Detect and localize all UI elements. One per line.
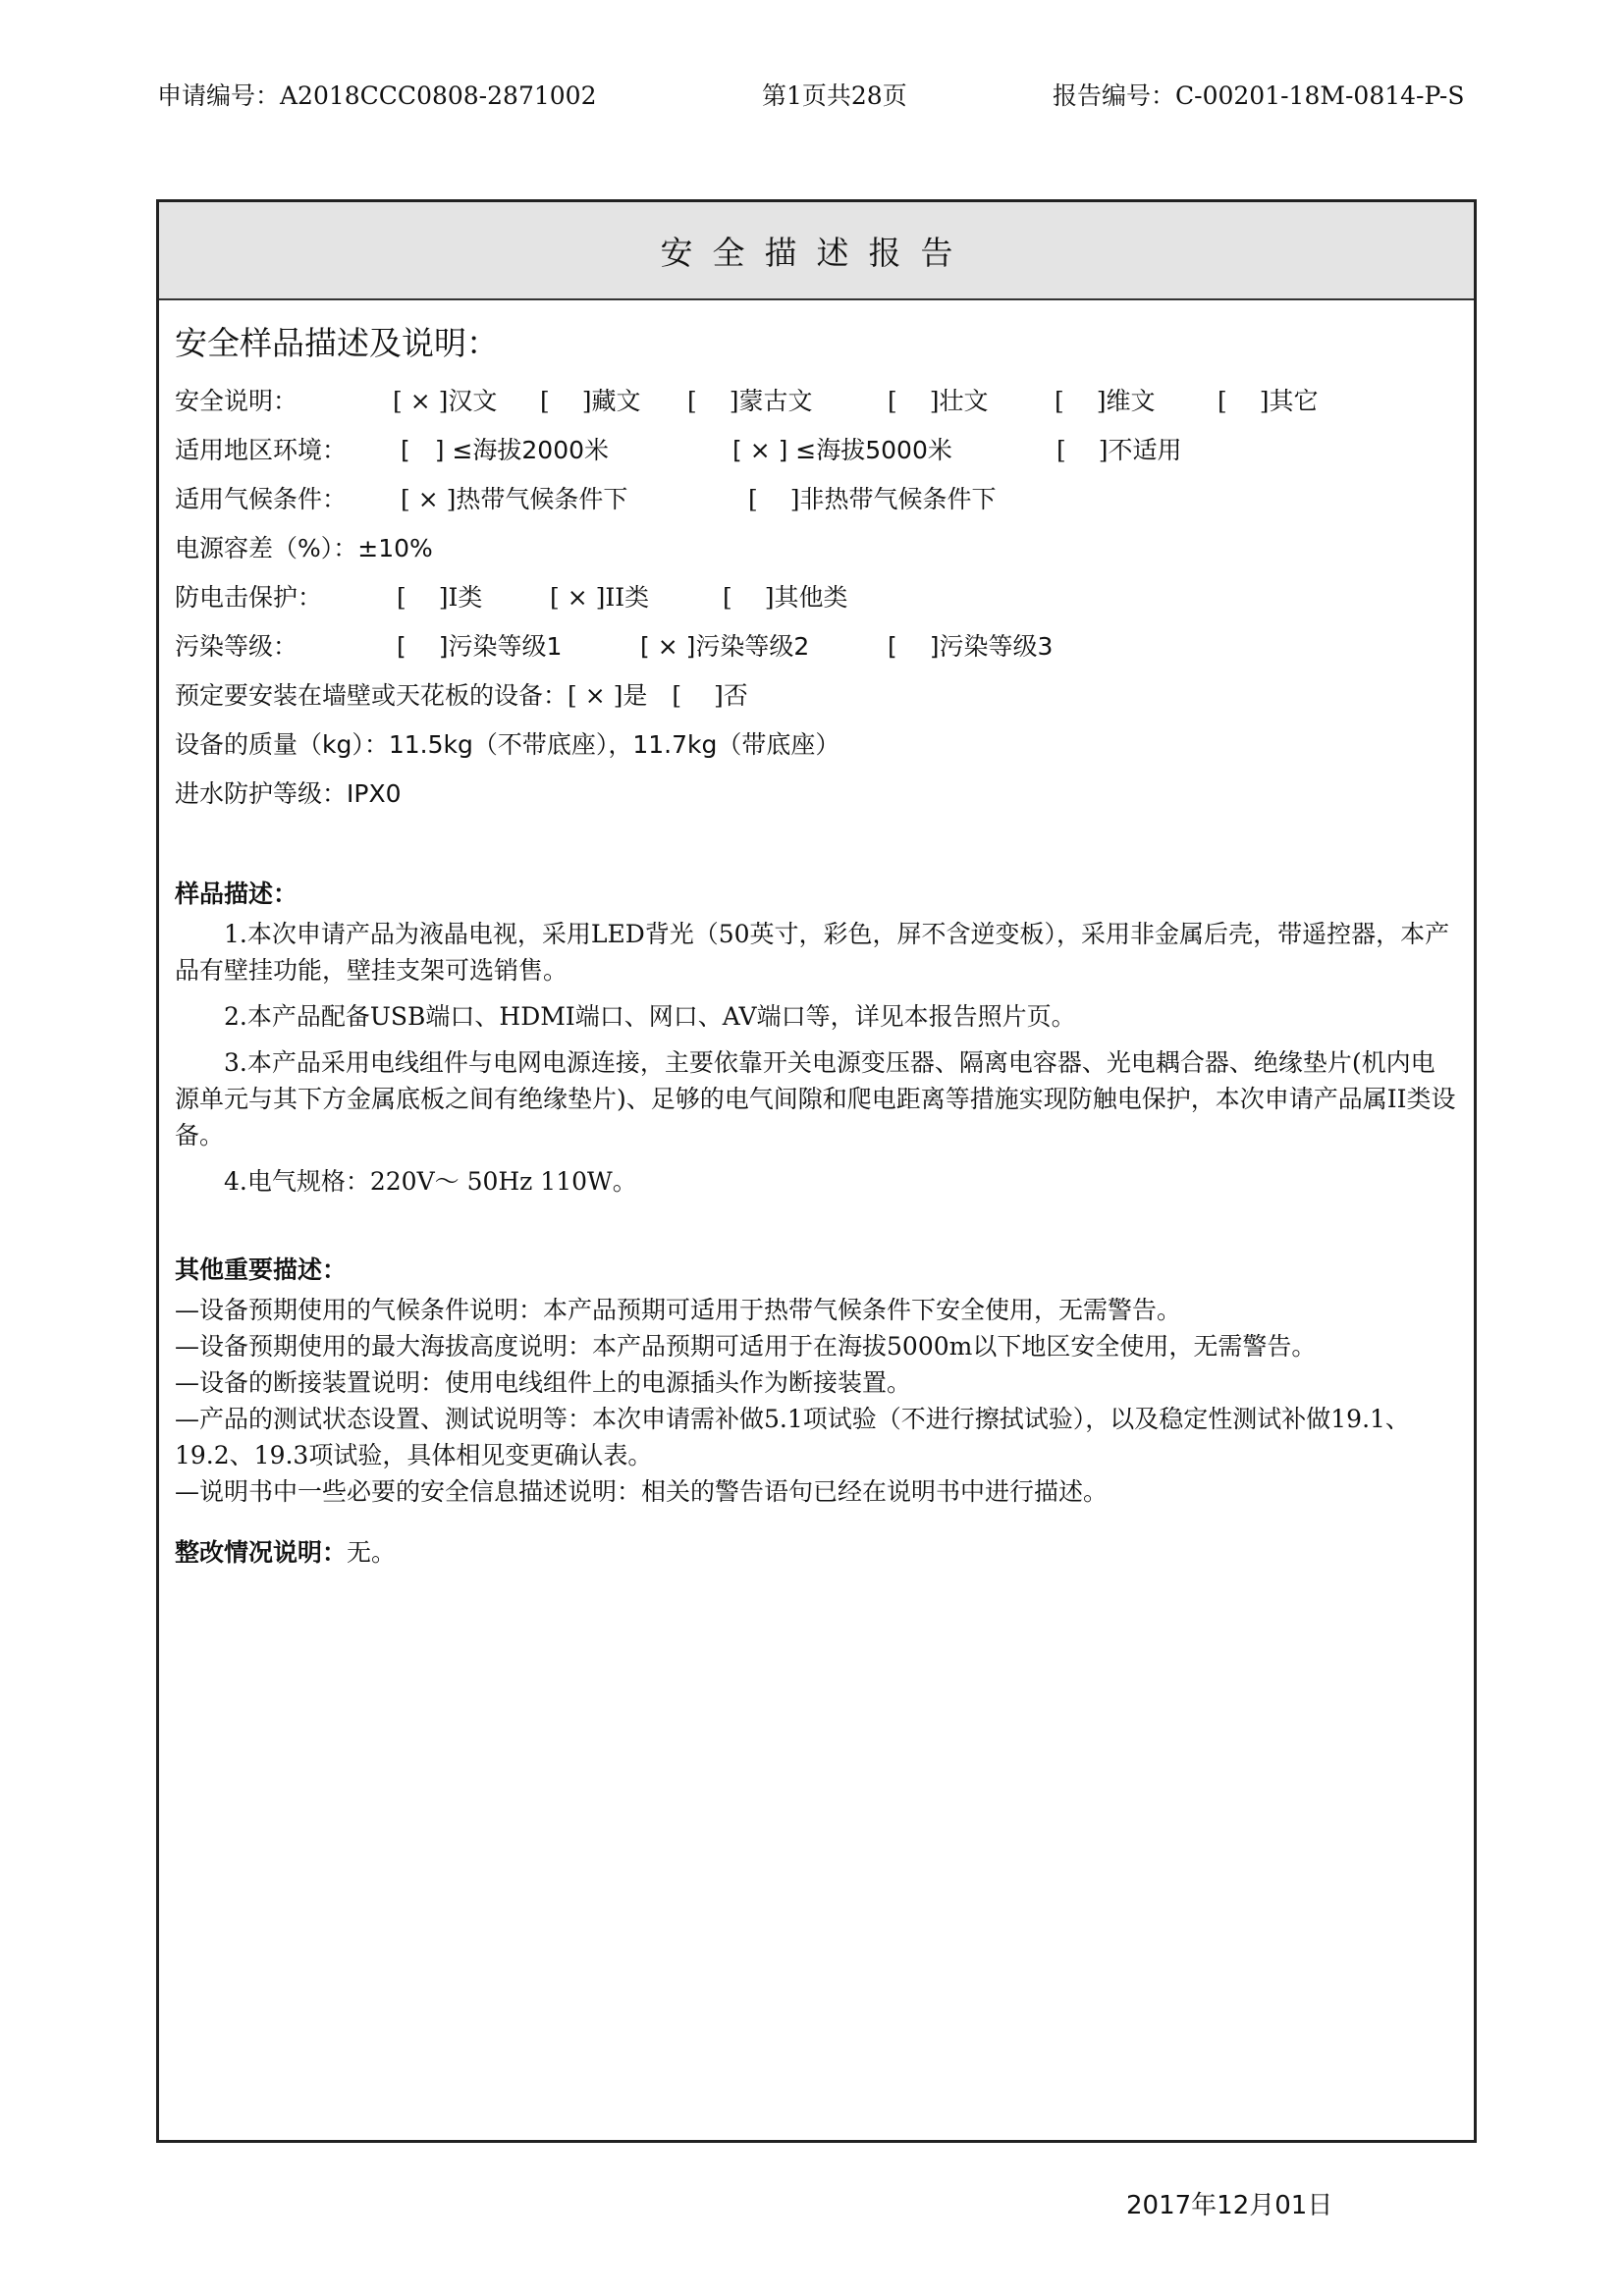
altitude-option-2000: [ ] ≤海拔2000米 [401, 436, 610, 464]
climate-label: 适用气候条件： [175, 485, 348, 513]
other-description-item-2: —设备预期使用的最大海拔高度说明：本产品预期可适用于在海拔5000m以下地区安全使用，无需警告。 [175, 1332, 1317, 1361]
language-option-other: [ ]其它 [1218, 387, 1319, 415]
report-box [156, 199, 1477, 2143]
power-tolerance-row: 电源容差（%）：±10% [175, 534, 433, 562]
pollution-option-3: [ ]污染等级3 [888, 632, 1054, 661]
other-description-heading: 其他重要描述： [175, 1255, 348, 1284]
rectification-label: 整改情况说明： [175, 1538, 348, 1567]
report-content [159, 300, 1474, 1569]
climate-row [175, 480, 1458, 529]
altitude-option-5000: [ × ] ≤海拔5000米 [732, 436, 952, 464]
application-number: 申请编号：A2018CCC0808-2871002 [157, 81, 597, 110]
altitude-row [175, 431, 1458, 480]
pollution-option-2: [ × ]污染等级2 [640, 632, 810, 661]
sample-description-item-1: 1.本次申请产品为液晶电视，采用LED背光（50英寸，彩色，屏不含逆变板），采用非金属后壳，带遥控器，本产品有壁挂功能，壁挂支架可选销售。 [175, 920, 1450, 985]
shock-option-other: [ ]其他类 [723, 583, 848, 612]
pollution-option-1: [ ]污染等级1 [397, 632, 563, 661]
sample-description-item-3: 3.本产品采用电线组件与电网电源连接，主要依靠开关电源变压器、隔离电容器、光电耦合器、绝缘垫片(机内电源单元与其下方金属底板之间有绝缘垫片)、足够的电气间隙和爬电距离等措施实现防触电保护，本次申请产品属II类设备。 [175, 1048, 1456, 1149]
shock-option-class-i: [ ]I类 [397, 583, 483, 612]
pollution-label: 污染等级： [175, 632, 298, 661]
language-option-mongolian: [ ]蒙古文 [687, 387, 813, 415]
shock-option-class-ii: [ × ]II类 [550, 583, 650, 612]
sample-description-item-2: 2.本产品配备USB端口、HDMI端口、网口、AV端口等，详见本报告照片页。 [224, 1002, 1076, 1031]
altitude-option-na: [ ]不适用 [1056, 436, 1182, 464]
pollution-row [175, 627, 1458, 676]
rectification-value: 无。 [347, 1538, 397, 1567]
shock-protection-row [175, 578, 1458, 627]
altitude-label: 适用地区环境： [175, 436, 348, 464]
language-option-uyghur: [ ]维文 [1055, 387, 1156, 415]
language-option-chinese: [ × ]汉文 [393, 387, 498, 415]
sample-description-item-4: 4.电气规格：220V～ 50Hz 110W。 [224, 1167, 637, 1196]
language-label: 安全说明： [175, 387, 298, 415]
language-option-tibetan: [ ]藏文 [540, 387, 641, 415]
report-title: 安全描述报告 [159, 202, 1474, 300]
report-number: 报告编号：C-00201-18M-0814-P-S [1053, 81, 1465, 110]
wall-mount-row: 预定要安装在墙壁或天花板的设备：[ × ]是 [ ]否 [175, 681, 748, 710]
other-description-item-5: —说明书中一些必要的安全信息描述说明：相关的警告语句已经在说明书中进行描述。 [175, 1477, 1109, 1506]
other-description-item-1: —设备预期使用的气候条件说明：本产品预期可适用于热带气候条件下安全使用，无需警告。 [175, 1296, 1182, 1324]
page-info: 第1页共28页 [762, 81, 907, 110]
language-option-zhuang: [ ]壮文 [888, 387, 989, 415]
shock-protection-label: 防电击保护： [175, 583, 323, 612]
other-description-item-3: —设备的断接装置说明：使用电线组件上的电源插头作为断接装置。 [175, 1368, 912, 1397]
other-description-item-4: —产品的测试状态设置、测试说明等：本次申请需补做5.1项试验（不进行擦拭试验），以及稳定性测试补做19.1、19.2、19.3项试验，具体相见变更确认表。 [175, 1405, 1410, 1469]
equipment-mass-row: 设备的质量（kg）：11.5kg（不带底座），11.7kg（带底座） [175, 730, 840, 759]
rectification-row [175, 1533, 1458, 1569]
report-date: 2017年12月01日 [1126, 2191, 1333, 2220]
sample-description-heading: 样品描述： [175, 880, 298, 908]
section-heading: 安全样品描述及说明： [175, 324, 499, 362]
climate-option-tropical: [ × ]热带气候条件下 [401, 485, 628, 513]
ip-rating-row: 进水防护等级：IPX0 [175, 779, 402, 808]
language-row [175, 382, 1458, 431]
climate-option-non-tropical: [ ]非热带气候条件下 [748, 485, 997, 513]
